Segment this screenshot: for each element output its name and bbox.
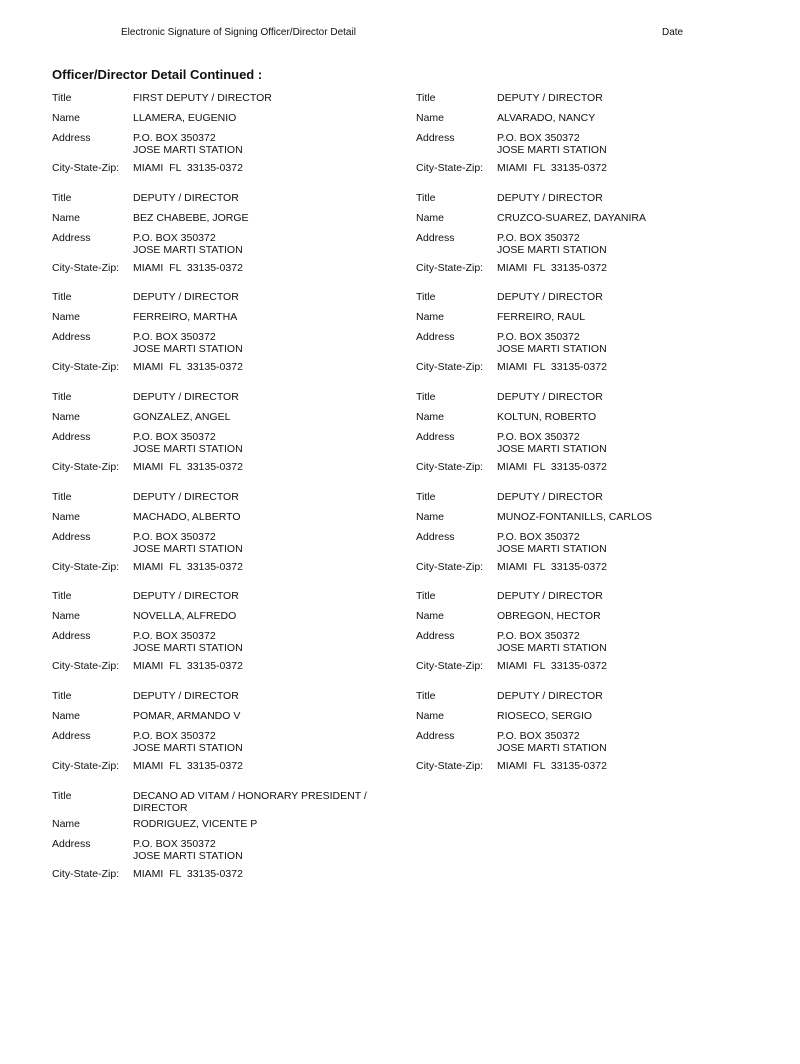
field-value bbox=[497, 92, 756, 112]
field-label: Title bbox=[52, 391, 72, 404]
officer-csz: MIAMI FL 33135-0372 bbox=[133, 461, 243, 474]
officer-title: DECANO AD VITAM / HONORARY PRESIDENT / DIRECTOR bbox=[133, 789, 370, 814]
officer-row bbox=[52, 690, 752, 790]
officer-address2: JOSE MARTI STATION bbox=[497, 742, 607, 755]
field-value bbox=[133, 760, 392, 774]
officer-row bbox=[52, 491, 752, 591]
field-label: Address bbox=[52, 431, 91, 444]
officer-block bbox=[416, 590, 756, 674]
officer-address1: P.O. BOX 350372 bbox=[133, 730, 216, 743]
field-title bbox=[416, 391, 756, 411]
officer-address1: P.O. BOX 350372 bbox=[133, 331, 216, 344]
field-value bbox=[133, 212, 392, 232]
field-city-state-zip bbox=[52, 868, 392, 882]
field-title bbox=[52, 391, 392, 411]
officer-csz: MIAMI FL 33135-0372 bbox=[497, 361, 607, 374]
field-value bbox=[133, 710, 392, 730]
field-name bbox=[416, 212, 756, 232]
field-value bbox=[133, 590, 392, 610]
field-value bbox=[497, 511, 756, 531]
field-address bbox=[52, 331, 392, 361]
officer-name: MACHADO, ALBERTO bbox=[133, 510, 241, 523]
officer-title: DEPUTY / DIRECTOR bbox=[497, 490, 603, 503]
field-city-state-zip bbox=[416, 561, 756, 575]
field-label: Name bbox=[416, 311, 445, 324]
officer-csz: MIAMI FL 33135-0372 bbox=[133, 867, 243, 880]
field-label: Name bbox=[416, 211, 445, 224]
officer-title: DEPUTY / DIRECTOR bbox=[133, 391, 239, 404]
officer-name: LLAMERA, EUGENIO bbox=[133, 112, 237, 124]
officer-block bbox=[52, 92, 392, 176]
field-city-state-zip bbox=[52, 660, 392, 674]
field-title bbox=[416, 491, 756, 511]
officer-block bbox=[52, 690, 392, 774]
officer-csz: MIAMI FL 33135-0372 bbox=[497, 461, 607, 474]
officer-name: CRUZCO-SUAREZ, DAYANIRA bbox=[497, 211, 646, 224]
field-label: Title bbox=[416, 92, 436, 104]
field-label: Title bbox=[52, 291, 72, 304]
officer-grid bbox=[52, 92, 752, 890]
field-address bbox=[52, 132, 392, 162]
field-address bbox=[52, 232, 392, 262]
officer-address1: P.O. BOX 350372 bbox=[133, 431, 216, 444]
field-value bbox=[133, 868, 392, 882]
officer-address1: P.O. BOX 350372 bbox=[497, 231, 580, 244]
officer-block bbox=[416, 192, 756, 276]
field-value bbox=[133, 511, 392, 531]
field-value bbox=[133, 790, 392, 818]
field-label: City-State-Zip: bbox=[416, 560, 484, 573]
field-label: Address bbox=[416, 530, 455, 543]
officer-address2: JOSE MARTI STATION bbox=[133, 849, 243, 862]
officer-row bbox=[52, 790, 752, 890]
officer-address1: P.O. BOX 350372 bbox=[497, 132, 580, 144]
field-label: Name bbox=[52, 112, 81, 124]
field-name bbox=[52, 511, 392, 531]
field-value bbox=[497, 162, 756, 176]
field-value bbox=[497, 431, 756, 461]
officer-address1: P.O. BOX 350372 bbox=[133, 132, 216, 144]
field-city-state-zip bbox=[52, 760, 392, 774]
officer-csz: MIAMI FL 33135-0372 bbox=[133, 760, 243, 773]
field-value bbox=[133, 311, 392, 331]
officer-block bbox=[52, 790, 392, 882]
field-label: City-State-Zip: bbox=[52, 261, 120, 274]
field-city-state-zip bbox=[416, 461, 756, 475]
field-name bbox=[416, 311, 756, 331]
officer-address2: JOSE MARTI STATION bbox=[497, 343, 607, 356]
officer-title: DEPUTY / DIRECTOR bbox=[133, 490, 239, 503]
field-city-state-zip bbox=[52, 461, 392, 475]
officer-block bbox=[416, 92, 756, 176]
field-address bbox=[52, 531, 392, 561]
field-value bbox=[497, 331, 756, 361]
officer-address1: P.O. BOX 350372 bbox=[497, 331, 580, 344]
officer-name: RODRIGUEZ, VICENTE P bbox=[133, 817, 258, 830]
field-label: Title bbox=[416, 291, 436, 304]
officer-address2: JOSE MARTI STATION bbox=[497, 642, 607, 655]
field-value bbox=[497, 411, 756, 431]
field-label: Title bbox=[52, 789, 72, 802]
officer-name: BEZ CHABEBE, JORGE bbox=[133, 211, 249, 224]
field-title bbox=[52, 590, 392, 610]
field-title bbox=[416, 690, 756, 710]
officer-name: NOVELLA, ALFREDO bbox=[133, 610, 237, 623]
officer-address2: JOSE MARTI STATION bbox=[133, 343, 243, 356]
officer-address1: P.O. BOX 350372 bbox=[133, 530, 216, 543]
field-value bbox=[133, 690, 392, 710]
field-value bbox=[497, 291, 756, 311]
officer-name: GONZALEZ, ANGEL bbox=[133, 411, 231, 424]
field-title bbox=[52, 491, 392, 511]
field-label: City-State-Zip: bbox=[416, 261, 484, 274]
field-value bbox=[497, 561, 756, 575]
field-label: City-State-Zip: bbox=[52, 760, 120, 773]
field-label: Address bbox=[52, 730, 91, 743]
officer-block bbox=[52, 491, 392, 575]
field-city-state-zip bbox=[416, 361, 756, 375]
officer-title: FIRST DEPUTY / DIRECTOR bbox=[133, 92, 272, 104]
field-value bbox=[133, 461, 392, 475]
field-label: City-State-Zip: bbox=[52, 560, 120, 573]
field-title bbox=[416, 590, 756, 610]
officer-block bbox=[416, 391, 756, 475]
field-name bbox=[416, 710, 756, 730]
officer-csz: MIAMI FL 33135-0372 bbox=[497, 261, 607, 274]
officer-block bbox=[416, 291, 756, 375]
officer-address2: JOSE MARTI STATION bbox=[133, 443, 243, 456]
officer-name: FERREIRO, RAUL bbox=[497, 311, 586, 324]
field-city-state-zip bbox=[52, 162, 392, 176]
officer-title: DEPUTY / DIRECTOR bbox=[497, 391, 603, 404]
officer-title: DEPUTY / DIRECTOR bbox=[497, 690, 603, 703]
officer-block bbox=[52, 590, 392, 674]
field-label: City-State-Zip: bbox=[52, 361, 120, 374]
officer-address1: P.O. BOX 350372 bbox=[497, 730, 580, 743]
field-label: Name bbox=[52, 311, 81, 324]
officer-csz: MIAMI FL 33135-0372 bbox=[497, 162, 607, 174]
field-label: Title bbox=[416, 191, 436, 204]
field-label: Address bbox=[52, 132, 91, 144]
field-value bbox=[497, 212, 756, 232]
officer-title: DEPUTY / DIRECTOR bbox=[497, 92, 603, 104]
officer-name: KOLTUN, ROBERTO bbox=[497, 411, 597, 424]
officer-address1: P.O. BOX 350372 bbox=[133, 231, 216, 244]
officer-address2: JOSE MARTI STATION bbox=[497, 243, 607, 256]
field-label: Name bbox=[52, 411, 81, 424]
officer-title: DEPUTY / DIRECTOR bbox=[133, 191, 239, 204]
field-value bbox=[133, 610, 392, 630]
field-value bbox=[497, 192, 756, 212]
officer-title: DEPUTY / DIRECTOR bbox=[497, 291, 603, 304]
field-label: City-State-Zip: bbox=[52, 461, 120, 474]
field-value bbox=[133, 331, 392, 361]
field-label: Name bbox=[52, 710, 81, 723]
field-city-state-zip bbox=[416, 262, 756, 276]
field-label: City-State-Zip: bbox=[416, 461, 484, 474]
officer-address2: JOSE MARTI STATION bbox=[133, 542, 243, 555]
field-name bbox=[416, 610, 756, 630]
field-value bbox=[133, 112, 392, 132]
officer-address1: P.O. BOX 350372 bbox=[133, 837, 216, 850]
field-label: Name bbox=[416, 610, 445, 623]
field-value bbox=[133, 291, 392, 311]
field-value bbox=[133, 660, 392, 674]
field-label: Address bbox=[416, 630, 455, 643]
field-label: Title bbox=[416, 690, 436, 703]
field-value bbox=[133, 730, 392, 760]
field-value bbox=[497, 590, 756, 610]
officer-csz: MIAMI FL 33135-0372 bbox=[133, 660, 243, 673]
field-city-state-zip bbox=[52, 361, 392, 375]
field-address bbox=[52, 730, 392, 760]
field-city-state-zip bbox=[416, 660, 756, 674]
field-title bbox=[416, 291, 756, 311]
field-name bbox=[52, 411, 392, 431]
field-value bbox=[133, 630, 392, 660]
field-name bbox=[52, 212, 392, 232]
field-address bbox=[52, 431, 392, 461]
field-value bbox=[497, 531, 756, 561]
field-value bbox=[497, 262, 756, 276]
field-value bbox=[133, 491, 392, 511]
officer-name: MUNOZ-FONTANILLS, CARLOS bbox=[497, 510, 652, 523]
officer-address1: P.O. BOX 350372 bbox=[133, 630, 216, 643]
field-title bbox=[52, 690, 392, 710]
field-label: Title bbox=[52, 92, 72, 104]
field-label: City-State-Zip: bbox=[52, 867, 120, 880]
field-label: City-State-Zip: bbox=[52, 162, 120, 174]
field-address bbox=[52, 838, 392, 868]
officer-address1: P.O. BOX 350372 bbox=[497, 630, 580, 643]
officer-block bbox=[52, 291, 392, 375]
officer-address2: JOSE MARTI STATION bbox=[133, 144, 243, 156]
field-label: Address bbox=[52, 231, 91, 244]
field-value bbox=[497, 361, 756, 375]
officer-address2: JOSE MARTI STATION bbox=[133, 742, 243, 755]
officer-name: OBREGON, HECTOR bbox=[497, 610, 601, 623]
officer-block bbox=[52, 391, 392, 475]
officer-title: DEPUTY / DIRECTOR bbox=[133, 690, 239, 703]
field-label: Title bbox=[52, 490, 72, 503]
officer-block bbox=[52, 192, 392, 276]
field-label: City-State-Zip: bbox=[416, 760, 484, 773]
field-label: Name bbox=[416, 411, 445, 424]
field-value bbox=[497, 112, 756, 132]
field-label: Address bbox=[52, 530, 91, 543]
field-name bbox=[52, 710, 392, 730]
field-name bbox=[52, 610, 392, 630]
field-label: Name bbox=[52, 817, 81, 830]
officer-name: FERREIRO, MARTHA bbox=[133, 311, 238, 324]
field-value bbox=[133, 192, 392, 212]
field-name bbox=[52, 112, 392, 132]
officer-row bbox=[52, 192, 752, 292]
officer-csz: MIAMI FL 33135-0372 bbox=[497, 660, 607, 673]
field-value bbox=[133, 411, 392, 431]
field-label: Name bbox=[52, 610, 81, 623]
field-address bbox=[416, 132, 756, 162]
officer-csz: MIAMI FL 33135-0372 bbox=[133, 560, 243, 573]
field-value bbox=[133, 818, 392, 838]
officer-title: DEPUTY / DIRECTOR bbox=[497, 191, 603, 204]
field-label: City-State-Zip: bbox=[416, 361, 484, 374]
officer-title: DEPUTY / DIRECTOR bbox=[133, 291, 239, 304]
field-title bbox=[52, 291, 392, 311]
field-value bbox=[497, 461, 756, 475]
field-label: Name bbox=[52, 211, 81, 224]
field-name bbox=[416, 411, 756, 431]
field-label: Title bbox=[416, 391, 436, 404]
field-label: Title bbox=[52, 191, 72, 204]
field-name bbox=[52, 311, 392, 331]
field-value bbox=[133, 132, 392, 162]
field-value bbox=[497, 630, 756, 660]
field-label: City-State-Zip: bbox=[416, 162, 484, 174]
section-title: Officer/Director Detail Continued : bbox=[52, 67, 263, 82]
officer-address1: P.O. BOX 350372 bbox=[497, 530, 580, 543]
field-label: City-State-Zip: bbox=[52, 660, 120, 673]
field-value bbox=[497, 132, 756, 162]
officer-row bbox=[52, 391, 752, 491]
field-value bbox=[133, 431, 392, 461]
field-label: Name bbox=[416, 112, 445, 124]
field-label: Name bbox=[416, 710, 445, 723]
officer-row bbox=[52, 291, 752, 391]
field-title bbox=[52, 92, 392, 112]
field-value bbox=[497, 730, 756, 760]
field-value bbox=[497, 660, 756, 674]
officer-csz: MIAMI FL 33135-0372 bbox=[133, 261, 243, 274]
field-value bbox=[497, 491, 756, 511]
field-label: Address bbox=[52, 331, 91, 344]
officer-title: DEPUTY / DIRECTOR bbox=[133, 590, 239, 603]
officer-row bbox=[52, 92, 752, 192]
field-city-state-zip bbox=[416, 760, 756, 774]
field-value bbox=[497, 760, 756, 774]
officer-address2: JOSE MARTI STATION bbox=[133, 243, 243, 256]
field-label: Name bbox=[416, 510, 445, 523]
field-name bbox=[416, 112, 756, 132]
officer-address2: JOSE MARTI STATION bbox=[497, 144, 607, 156]
field-label: Title bbox=[52, 590, 72, 603]
officer-block bbox=[416, 690, 756, 774]
field-name bbox=[52, 818, 392, 838]
field-address bbox=[52, 630, 392, 660]
officer-name: ALVARADO, NANCY bbox=[497, 112, 596, 124]
field-address bbox=[416, 630, 756, 660]
field-label: City-State-Zip: bbox=[416, 660, 484, 673]
officer-name: RIOSECO, SERGIO bbox=[497, 710, 593, 723]
field-title bbox=[416, 92, 756, 112]
field-value bbox=[133, 838, 392, 868]
officer-row bbox=[52, 590, 752, 690]
field-value bbox=[497, 710, 756, 730]
officer-block bbox=[416, 491, 756, 575]
field-address bbox=[416, 730, 756, 760]
field-value bbox=[497, 391, 756, 411]
officer-address2: JOSE MARTI STATION bbox=[133, 642, 243, 655]
field-address bbox=[416, 232, 756, 262]
signature-header-label: Electronic Signature of Signing Officer/Director Detail bbox=[121, 27, 356, 38]
field-value bbox=[497, 690, 756, 710]
field-value bbox=[133, 561, 392, 575]
officer-address2: JOSE MARTI STATION bbox=[497, 443, 607, 456]
field-label: Title bbox=[416, 590, 436, 603]
field-label: Address bbox=[416, 231, 455, 244]
field-address bbox=[416, 431, 756, 461]
field-name bbox=[416, 511, 756, 531]
officer-csz: MIAMI FL 33135-0372 bbox=[133, 361, 243, 374]
field-value bbox=[497, 610, 756, 630]
officer-title: DEPUTY / DIRECTOR bbox=[497, 590, 603, 603]
officer-csz: MIAMI FL 33135-0372 bbox=[133, 162, 243, 174]
field-value bbox=[133, 92, 392, 112]
field-value bbox=[497, 311, 756, 331]
field-value bbox=[497, 232, 756, 262]
officer-name: POMAR, ARMANDO V bbox=[133, 710, 241, 723]
field-city-state-zip bbox=[416, 162, 756, 176]
field-value bbox=[133, 162, 392, 176]
field-title bbox=[52, 790, 392, 818]
officer-address1: P.O. BOX 350372 bbox=[497, 431, 580, 444]
field-label: Address bbox=[416, 730, 455, 743]
field-label: Title bbox=[52, 690, 72, 703]
field-value bbox=[133, 232, 392, 262]
field-address bbox=[416, 531, 756, 561]
date-header-label: Date bbox=[662, 27, 684, 38]
officer-address2: JOSE MARTI STATION bbox=[497, 542, 607, 555]
field-value bbox=[133, 531, 392, 561]
field-label: Address bbox=[416, 132, 455, 144]
field-label: Name bbox=[52, 510, 81, 523]
field-city-state-zip bbox=[52, 262, 392, 276]
field-label: Address bbox=[416, 331, 455, 344]
field-value bbox=[133, 391, 392, 411]
officer-csz: MIAMI FL 33135-0372 bbox=[497, 560, 607, 573]
field-label: Address bbox=[52, 837, 91, 850]
field-title bbox=[52, 192, 392, 212]
field-title bbox=[416, 192, 756, 212]
field-label: Address bbox=[416, 431, 455, 444]
field-address bbox=[416, 331, 756, 361]
field-value bbox=[133, 361, 392, 375]
field-label: Title bbox=[416, 490, 436, 503]
field-city-state-zip bbox=[52, 561, 392, 575]
officer-csz: MIAMI FL 33135-0372 bbox=[497, 760, 607, 773]
field-label: Address bbox=[52, 630, 91, 643]
field-value bbox=[133, 262, 392, 276]
